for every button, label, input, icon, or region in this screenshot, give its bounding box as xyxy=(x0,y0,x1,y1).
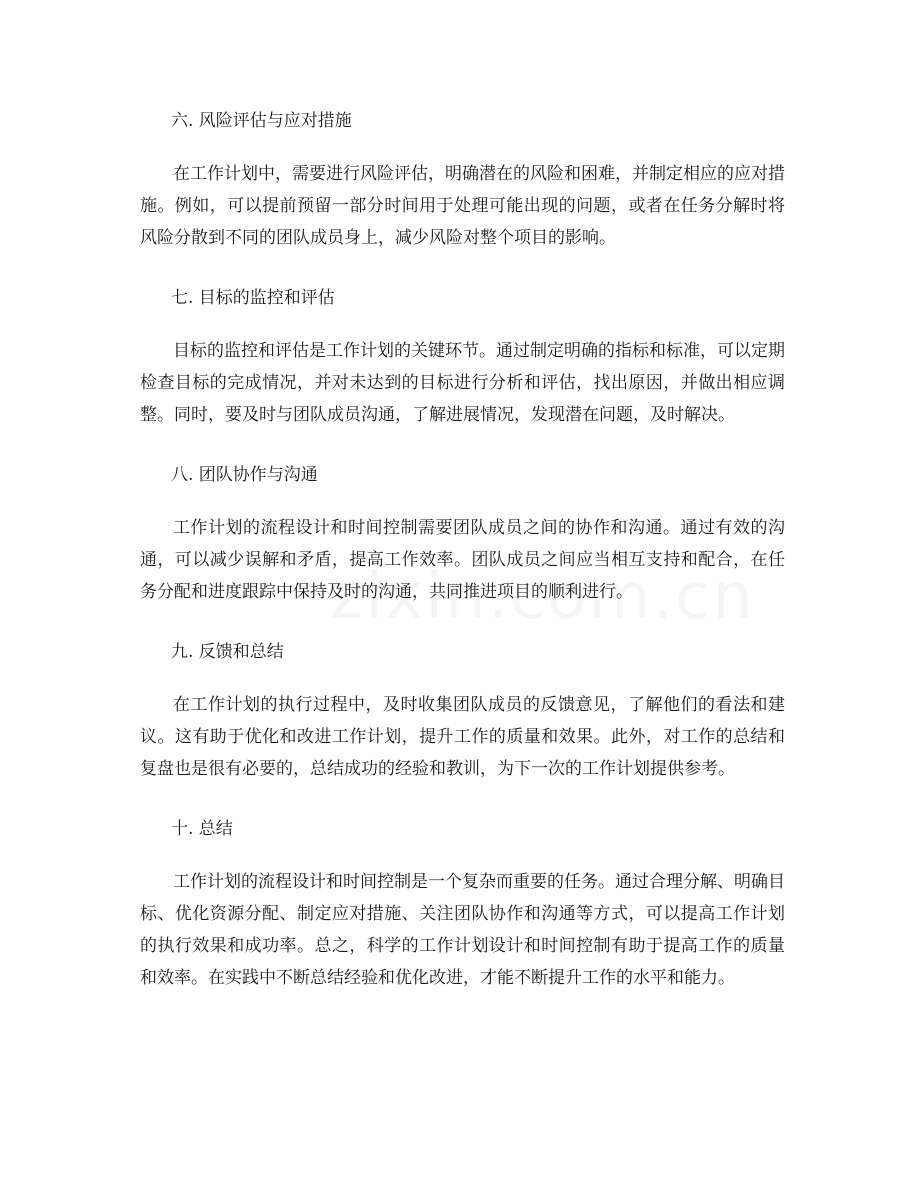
document-body xyxy=(140,103,785,1020)
section-feedback-summary xyxy=(140,634,785,785)
section-paragraph: 目标的监控和评估是工作计划的关键环节。通过制定明确的指标和标准，可以定期检查目标的完成情况，并对未达到的目标进行分析和评估，找出原因，并做出相应调整。同时，要及时与团队成员沟通，了解进展情况，发现潜在问题，及时解决。 xyxy=(140,341,785,425)
section-paragraph: 工作计划的流程设计和时间控制是一个复杂而重要的任务。通过合理分解、明确目标、优化资源分配、制定应对措施、关注团队协作和沟通等方式，可以提高工作计划的执行效果和成功率。总之，科学的工作计划设计和时间控制有助于提高工作的质量和效率。在实践中不断总结经验和优化改进，才能不断提升工作的水平和能力。 xyxy=(140,872,785,988)
section-heading: 七. 目标的监控和评估 xyxy=(171,288,335,308)
section-heading: 八. 团队协作与沟通 xyxy=(171,465,318,485)
section-heading: 六. 风险评估与应对措施 xyxy=(171,111,352,131)
section-conclusion xyxy=(140,811,785,994)
section-team-collaboration xyxy=(140,457,785,608)
section-heading: 九. 反馈和总结 xyxy=(171,642,284,662)
section-goal-monitoring xyxy=(140,280,785,431)
section-risk-assessment xyxy=(140,103,785,254)
section-heading: 十. 总结 xyxy=(171,819,233,839)
section-paragraph: 工作计划的流程设计和时间控制需要团队成员之间的协作和沟通。通过有效的沟通，可以减少误解和矛盾，提高工作效率。团队成员之间应当相互支持和配合，在任务分配和进度跟踪中保持及时的沟通，共同推进项目的顺利进行。 xyxy=(140,518,785,602)
section-paragraph: 在工作计划中，需要进行风险评估，明确潜在的风险和困难，并制定相应的应对措施。例如，可以提前预留一部分时间用于处理可能出现的问题，或者在任务分解时将风险分散到不同的团队成员身上，减少风险对整个项目的影响。 xyxy=(140,164,785,248)
section-paragraph: 在工作计划的执行过程中，及时收集团队成员的反馈意见，了解他们的看法和建议。这有助于优化和改进工作计划，提升工作的质量和效果。此外，对工作的总结和复盘也是很有必要的，总结成功的经验和教训，为下一次的工作计划提供参考。 xyxy=(140,695,785,779)
